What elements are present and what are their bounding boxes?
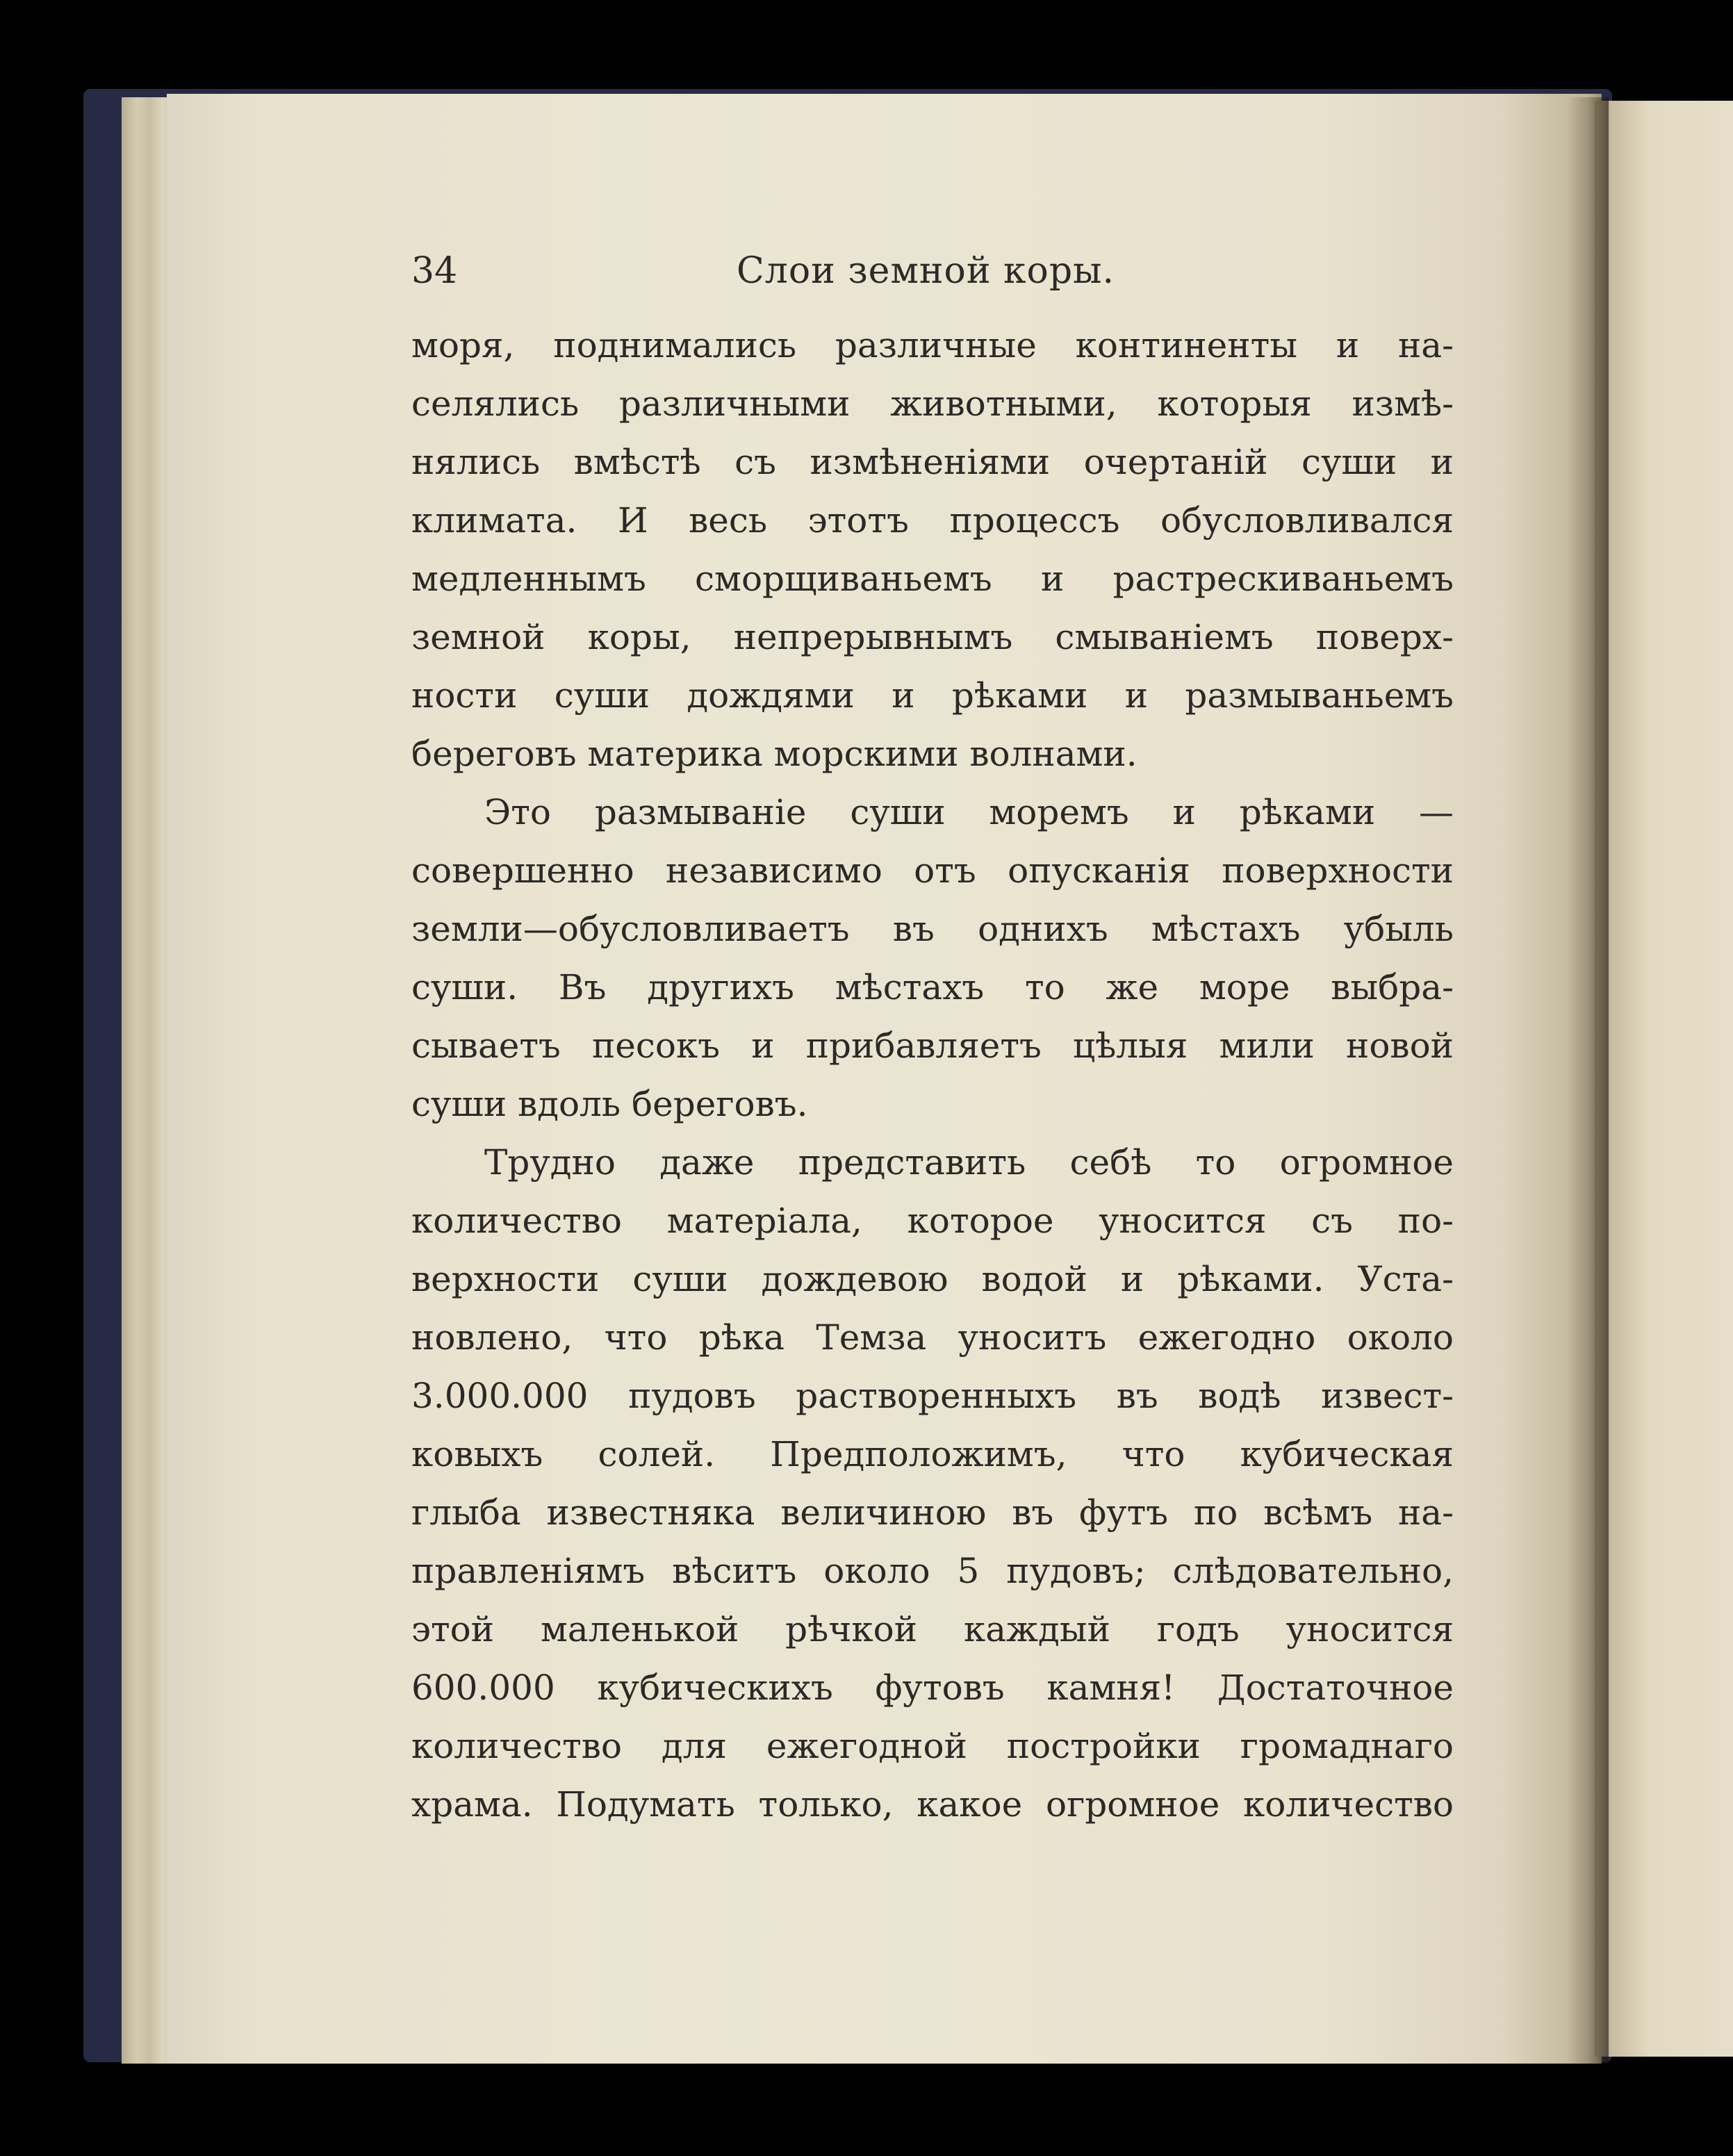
- text-line: храма. Подумать только, какое огромное количество: [411, 1784, 1454, 1825]
- text-line: моря, поднимались различные континенты и на-: [411, 325, 1454, 365]
- text-line: Это размываніе суши моремъ и рѣками —: [484, 792, 1454, 832]
- text-line: медленнымъ сморщиваньемъ и растрескиваньемъ: [411, 559, 1454, 599]
- text-line: климата. И весь этотъ процессъ обусловливался: [411, 500, 1454, 541]
- text-line: глыба известняка величиною въ футъ по всѣмъ на-: [411, 1492, 1454, 1533]
- text-line: береговъ материка морскими волнами.: [411, 734, 1137, 774]
- text-line: новлено, что рѣка Темза уноситъ ежегодно около: [411, 1317, 1454, 1358]
- text-line: нялись вмѣстѣ съ измѣненіями очертаній суши и: [411, 442, 1454, 482]
- page-body: [411, 316, 1454, 1834]
- text-line: селялись различными животными, которыя измѣ-: [411, 384, 1454, 424]
- text-line: ности суши дождями и рѣками и размываньемъ: [411, 675, 1454, 716]
- text-line: сываетъ песокъ и прибавляетъ цѣлыя мили новой: [411, 1026, 1454, 1066]
- text-line: совершенно независимо отъ опусканія поверхности: [411, 850, 1454, 891]
- text-line: земной коры, непрерывнымъ смываніемъ поверх-: [411, 617, 1454, 657]
- page-number: 34: [411, 250, 458, 292]
- text-line: правленіямъ вѣситъ около 5 пудовъ; слѣдовательно,: [411, 1551, 1454, 1591]
- spine-shadow: [1567, 97, 1609, 2064]
- running-title: Слои земной коры.: [737, 250, 1115, 292]
- text-line: земли—обусловливаетъ въ однихъ мѣстахъ убыль: [411, 909, 1454, 949]
- text-line: 3.000.000 пудовъ растворенныхъ въ водѣ извест-: [411, 1376, 1454, 1416]
- text-line: суши вдоль береговъ.: [411, 1084, 808, 1124]
- text-line: количество для ежегодной постройки громаднаго: [411, 1726, 1454, 1766]
- text-line: количество матеріала, которое уносится съ по-: [411, 1201, 1454, 1241]
- text-line: ковыхъ солей. Предположимъ, что кубическая: [411, 1434, 1454, 1474]
- facing-page: [1595, 101, 1733, 2057]
- text-line: суши. Въ другихъ мѣстахъ то же море выбра-: [411, 967, 1454, 1007]
- page-header: [411, 243, 1454, 299]
- text-line: этой маленькой рѣчкой каждый годъ уносится: [411, 1609, 1454, 1649]
- text-line: Трудно даже представить себѣ то огромное: [484, 1142, 1454, 1183]
- text-line: 600.000 кубическихъ футовъ камня! Достаточное: [411, 1668, 1454, 1708]
- text-line: верхности суши дождевою водой и рѣками. Уста-: [411, 1259, 1454, 1299]
